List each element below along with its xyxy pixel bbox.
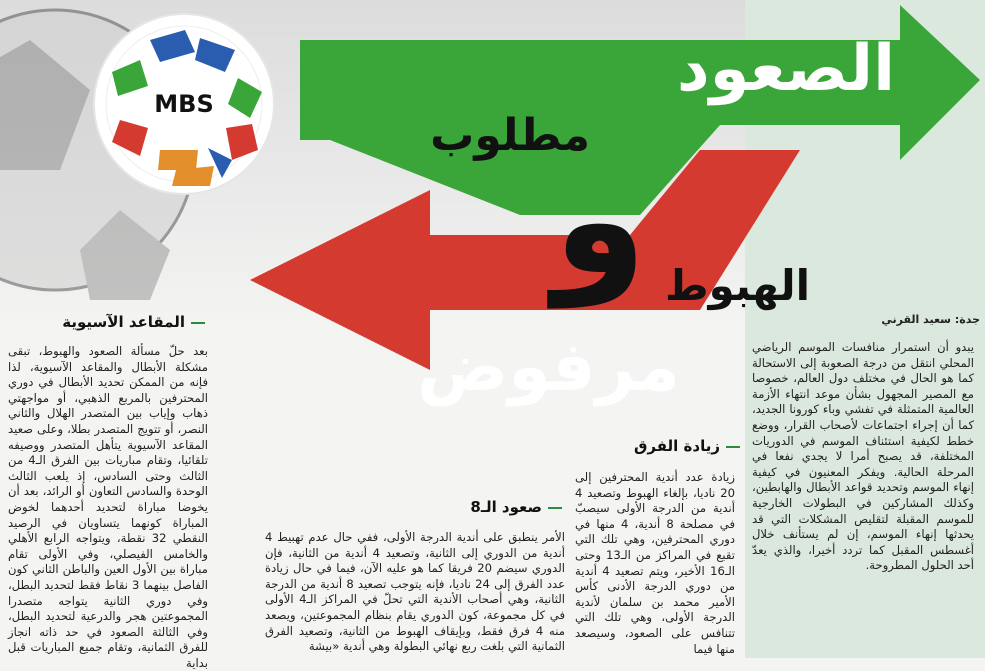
headline-conjunction: و	[553, 134, 647, 308]
section-asian-header	[60, 313, 205, 331]
section-increase-title: زيادة الفرق	[634, 437, 720, 455]
intro-paragraph: يبدو أن استمرار منافسات الموسم الرياضي المحلي انتقل من درجة الصعوبة إلى الاستحالة كما هو الحال في مختلف دول العالم، خصوصا مع المصير المجهول بشأن موعد انتهاء الأزمة العالمية المتمثلة في تفشي وباء كورونا الجديد، كما أن إجراء اجتماعات لأصحاب القرار، ووضع خطط لكيفية استئناف الموسم في الدوريات المختلفة، قد يصبح أمرا لا يجدي نفعا في المرحلة الحالية. ويفكر المعنيون في كيفية إنهاء الموسم وتحديد قواعد الأبطال والهابطين، وكذلك المشاركين في البطولات الخارجية للموسم المقبلة لتقليص المشكلات التي قد يحدثها إنهاء الموسم، إن لم يستأنف خلال أغسطس المقبل كما تردد أخيرا، والذي يعدّ أحد الحلول المطروحة.	[752, 340, 974, 573]
section-bar-icon	[726, 446, 740, 448]
intro-column	[752, 340, 974, 658]
section-increase-header	[570, 437, 740, 455]
headline-line2-small: الهبوط	[665, 261, 810, 310]
section-bar-icon	[548, 507, 562, 509]
headline-line1-big: الصعود	[676, 32, 895, 106]
section-asian-body: بعد حلّ مسألة الصعود والهبوط، تبقى مشكلة الأبطال والمقاعد الآسيوية، لذا فإنه من الممكن تحديد الأبطال في دوري المحترفين بالمربع الذهبي، أو مواجهتي ذهاب وإياب بين المتصدر الهلال والثاني النصر، أو تتويج المتصدر بطلا، وعلى صعيد المقاعد الآسيوية يتأهل المتصدر ووصيفه تلقائيا، وتقام مباريات بين الفرق الـ4 من الثالث وحتى السادس، إذ يلعب الثالث الوحدة والسادس التعاون أو الرائد، بعد أن يخوضا مباراة لتحديد أحدهما لخوض المباراة كونهما يتساويان في الرصيد النقطي 32 نقطة، ويتواجه الرابع الأهلي والخامس الفيصلي، وفي الأولى تقام مباراة بين الأول العين والباطن الثاني كون الفاصل بينهما 3 نقاط فقط لتحديد البطل، وفي دوري الثانية يتواجه متصدرا المجموعتين هجر والدرعية لتحديد البطل، وفي الثالثة الصعود في حد ذاته انجاز للفرق الثمانية، وتقام جميع المباريات قبل بداية	[8, 344, 208, 670]
headline-line1-small: مطلوب	[430, 110, 590, 161]
section-promotion-title: صعود الـ8	[470, 498, 542, 516]
byline: جدة: سعيد القرني	[881, 313, 980, 326]
logo-text: MBS	[154, 90, 214, 118]
section-bar-icon	[191, 322, 205, 324]
section-promotion-body: الأمر ينطبق على أندية الدرجة الأولى، ففي حال عدم تهبيط 4 أندية من الدوري إلى الثانية، وتصعيد 4 أندية من الثانية، فإن الدوري سيضم 20 فريقا كما هو عليه الآن، فيما في حال زيادة عدد الفرق إلى 24 ناديا، فإنه يتوجب تصعيد 8 أندية من الدرجة الثانية، وهي أصحاب الأندية التي تحلّ في المراكز الـ4 الأولى في كل مجموعة، كون الدوري يقام بنظام المجموعتين، ويصعد منه 4 فرق فقط، وبإيقاف الهبوط من الثانية، وتصعيد الفرق الثمانية التي بلغت ربع نهائي البطولة وهي أندية «بيشة	[265, 530, 566, 654]
section-promotion-header	[420, 498, 562, 516]
section-asian-column	[8, 344, 208, 670]
section-promotion-column	[265, 530, 565, 658]
section-increase-body: زيادة عدد أندية المحترفين إلى 20 ناديا، بإلغاء الهبوط وتصعيد 4 أندية من الدرجة الأولى سيصبّ في مصلحة 8 أندية، 4 منها في دوري المحترفين، وهي تلك التي تقبع في المراكز من الـ13 وحتى الـ16 الأخير، ويتم تصعيد 4 أندية من دوري الدرجة الأدنى كأس الأمير محمد بن سلمان لأندية الدرجة الأولى، وهي تلك التي تتنافس على الصعود، وسيصعد منها فيما	[575, 470, 735, 656]
section-increase-column	[575, 470, 735, 658]
headline-line2-big: مرفوض	[416, 328, 680, 407]
section-asian-title: المقاعد الآسيوية	[62, 313, 185, 331]
